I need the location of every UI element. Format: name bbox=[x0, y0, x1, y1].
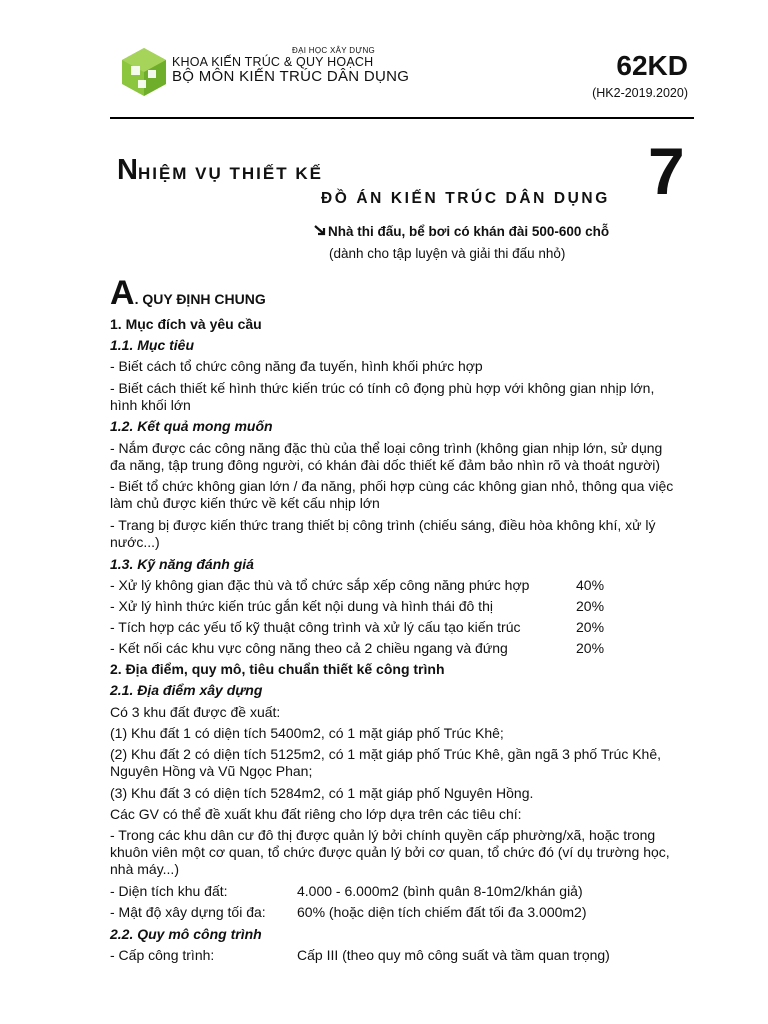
section-a-heading bbox=[110, 274, 266, 313]
text-line: đa năng, tập trung đông người, có khán đài dốc thiết kế đảm bảo nhìn rõ và thoát người) bbox=[110, 457, 661, 473]
density-value: 60% (hoặc diện tích chiếm đất tối đa 3.000m2) bbox=[297, 904, 587, 920]
grade-value: Cấp III (theo quy mô công suất và tầm quan trọng) bbox=[297, 947, 610, 963]
grade-label: - Cấp công trình: bbox=[110, 947, 215, 963]
section-title: . QUY ĐỊNH CHUNG bbox=[134, 291, 266, 307]
project-name bbox=[314, 224, 609, 239]
area-value: 4.000 - 6.000m2 (bình quân 8-10m2/khán giả) bbox=[297, 883, 583, 899]
text-line: - Trang bị được kiến thức trang thiết bị công trình (chiếu sáng, điều hòa không khí, xử lý bbox=[110, 517, 656, 533]
area-label: - Diện tích khu đất: bbox=[110, 883, 228, 899]
title-line-2: ĐỒ ÁN KIẾN TRÚC DÂN DỤNG bbox=[321, 190, 610, 207]
skill-label: - Xử lý không gian đặc thù và tổ chức sắp xếp công năng phức hợp bbox=[110, 577, 530, 593]
heading-1-1: 1.1. Mục tiêu bbox=[110, 337, 195, 353]
text-line: - Trong các khu dân cư đô thị được quản lý bởi chính quyền cấp phường/xã, hoặc trong bbox=[110, 827, 656, 843]
header-divider bbox=[110, 117, 694, 119]
skill-weight: 40% bbox=[576, 577, 605, 593]
heading-2-2: 2.2. Quy mô công trình bbox=[110, 926, 262, 942]
faculty-name: KHOA KIẾN TRÚC & QUY HOẠCH bbox=[172, 55, 374, 69]
text-line: khuôn viên một cơ quan, tổ chức được quản lý bởi cơ quan, tổ chức đó (ví dụ trường học, bbox=[110, 844, 670, 860]
skill-weight: 20% bbox=[576, 640, 605, 656]
course-code: 62KD bbox=[616, 50, 688, 81]
term-label: (HK2-2019.2020) bbox=[592, 86, 688, 100]
section-letter: A bbox=[110, 274, 135, 312]
assignment-number: 7 bbox=[648, 134, 685, 208]
density-label: - Mật độ xây dựng tối đa: bbox=[110, 904, 266, 920]
skill-label: - Tích hợp các yếu tố kỹ thuật công trình và xử lý cấu tạo kiến trúc bbox=[110, 619, 521, 635]
university-logo-icon bbox=[120, 46, 168, 98]
project-subtitle: (dành cho tập luyện và giải thi đấu nhỏ) bbox=[329, 246, 566, 261]
text-line: nước...) bbox=[110, 534, 160, 550]
text-line: Nguyên Hồng và Vũ Ngọc Phan; bbox=[110, 763, 313, 779]
text-line: (3) Khu đất 3 có diện tích 5284m2, có 1 mặt giáp phố Nguyên Hồng. bbox=[110, 785, 534, 801]
text-line: (1) Khu đất 1 có diện tích 5400m2, có 1 mặt giáp phố Trúc Khê; bbox=[110, 725, 504, 741]
title-rest: HIỆM VỤ THIẾT KẾ bbox=[137, 164, 323, 183]
text-line: Có 3 khu đất được đề xuất: bbox=[110, 704, 281, 720]
heading-1-3: 1.3. Kỹ năng đánh giá bbox=[110, 556, 254, 572]
text-line: - Biết cách tổ chức công năng đa tuyến, hình khối phức hợp bbox=[110, 358, 483, 374]
skill-label: - Kết nối các khu vực công năng theo cả 2 chiều ngang và đứng bbox=[110, 640, 508, 656]
skill-weight: 20% bbox=[576, 598, 605, 614]
text-line: - Nắm được các công năng đặc thù của thể loại công trình (không gian nhịp lớn, sử dụng bbox=[110, 440, 663, 456]
text-line: nhà máy...) bbox=[110, 861, 179, 877]
heading-1: 1. Mục đích và yêu cầu bbox=[110, 316, 262, 332]
text-line: - Biết cách thiết kế hình thức kiến trúc có tính cô đọng phù hợp với không gian nhịp lớn, bbox=[110, 380, 655, 396]
project-title: Nhà thi đấu, bể bơi có khán đài 500-600 chỗ bbox=[328, 224, 610, 239]
heading-2-1: 2.1. Địa điểm xây dựng bbox=[110, 682, 263, 698]
arrow-down-right-icon bbox=[314, 224, 328, 239]
skill-weight: 20% bbox=[576, 619, 605, 635]
text-line: (2) Khu đất 2 có diện tích 5125m2, có 1 mặt giáp phố Trúc Khê, gần ngã 3 phố Trúc Khê, bbox=[110, 746, 662, 762]
title-line-1 bbox=[117, 154, 323, 187]
title-initial: N bbox=[117, 154, 138, 186]
text-line: Các GV có thể đề xuất khu đất riêng cho lớp dựa trên các tiêu chí: bbox=[110, 806, 522, 822]
text-line: - Biết tổ chức không gian lớn / đa năng, phối hợp cùng các không gian nhỏ, thông qua việc bbox=[110, 478, 674, 494]
department-name: BỘ MÔN KIẾN TRÚC DÂN DỤNG bbox=[172, 68, 410, 85]
heading-1-2: 1.2. Kết quả mong muốn bbox=[110, 418, 273, 434]
university-name: ĐẠI HỌC XÂY DỰNG bbox=[292, 46, 376, 55]
text-line: làm chủ được kiến thức về kết cấu nhịp lớn bbox=[110, 495, 380, 511]
text-line: hình khối lớn bbox=[110, 397, 191, 413]
heading-2: 2. Địa điểm, quy mô, tiêu chuẩn thiết kế công trình bbox=[110, 661, 445, 677]
skill-label: - Xử lý hình thức kiến trúc gắn kết nội dung và hình thái đô thị bbox=[110, 598, 493, 614]
